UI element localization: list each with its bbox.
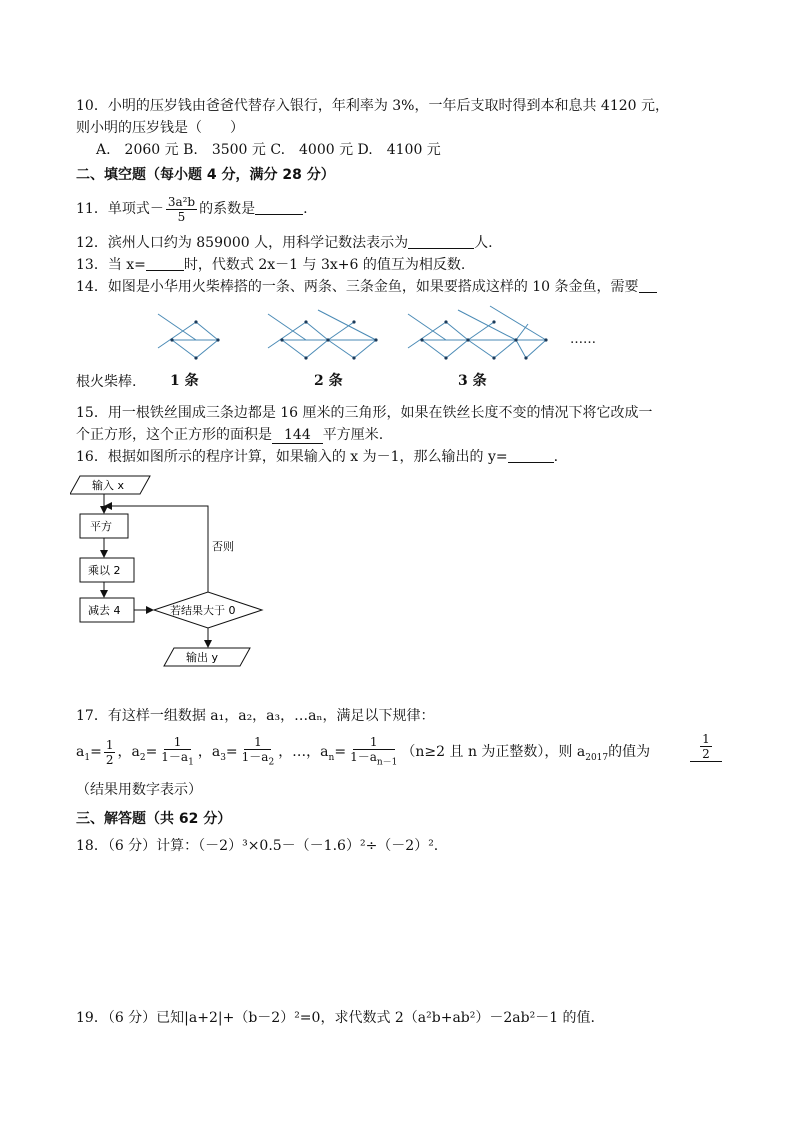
q12-text: 12．滨州人口约为 859000 人，用科学记数法表示为 [76, 235, 409, 251]
q17-cond-end: 的值为 [608, 744, 651, 760]
q15-line2-suffix: 平方厘米. [322, 427, 384, 443]
q17-answer [690, 732, 722, 762]
q17-cond: （n≥2 且 n 为正整数），则 a [401, 744, 586, 760]
fish-label-3: 3 条 [458, 373, 487, 389]
q16-flowchart [70, 470, 290, 675]
q11-frac-num: 3a²b [167, 194, 196, 209]
section2-heading: 二、填空题（每小题 4 分，满分 28 分） [76, 167, 335, 183]
q14-fish-figure [150, 300, 610, 370]
q15-line2 [76, 425, 383, 445]
flow-input-text: 输入 x [92, 479, 125, 492]
q12-answer-blank[interactable] [408, 234, 474, 249]
q17-note: （结果用数字表示） [76, 782, 202, 798]
q11-prefix: 11．单项式－ [76, 201, 164, 217]
fish-label-2: 2 条 [314, 373, 343, 389]
flow-step1-text: 平方 [90, 520, 112, 533]
q11-fraction [166, 195, 197, 224]
q14-tail: 根火柴棒. [76, 374, 137, 390]
fish-1 [158, 314, 218, 358]
q14 [76, 277, 657, 297]
q16-text: 16．根据如图所示的程序计算，如果输入的 x 为－1，那么输出的 y= [76, 449, 508, 465]
q15-answer: 144 [272, 427, 323, 444]
q11 [76, 193, 308, 225]
flow-step3-text: 减去 4 [88, 604, 121, 617]
q15-line2-prefix: 个正方形，这个正方形的面积是 [76, 427, 272, 443]
section3-heading: 三、解答题（共 62 分） [76, 811, 232, 827]
flow-decision-text: 若结果大于 0 [170, 604, 236, 617]
q17-line1: 17．有这样一组数据 a₁，a₂，a₃，…aₙ，满足以下规律： [76, 708, 435, 724]
q10-line2: 则小明的压岁钱是（ ） [76, 120, 244, 136]
q13-prefix: 13．当 x= [76, 257, 146, 273]
q11-suffix: 的系数是 [199, 201, 256, 217]
q14-text: 14．如图是小华用火柴棒搭的一条、两条、三条金鱼，如果要搭成这样的 10 条金鱼，需要 [76, 279, 639, 295]
q11-frac-den: 5 [177, 209, 186, 224]
q11-end: . [303, 201, 308, 217]
q12 [76, 233, 493, 253]
q17-answer-den: 2 [702, 747, 710, 761]
q15-line1: 15．用一根铁丝围成三条边都是 16 厘米的三角形，如果在铁丝长度不变的情况下将它改成一 [76, 405, 653, 421]
flow-no-label: 否则 [212, 540, 234, 553]
q17-sub2017: 2017 [585, 752, 609, 763]
q16-answer-blank[interactable] [508, 448, 554, 463]
q16-end: . [553, 449, 559, 465]
fish-2 [268, 310, 376, 358]
q11-answer-blank[interactable] [255, 200, 303, 215]
q16 [76, 447, 558, 467]
flow-output-text: 输出 y [186, 651, 219, 664]
q17-formula: $a_1=$ $\frac{1}{2}$ ，$a_2=$ $\frac{1}{1-a_1}$ ，$a_3=$ $\frac{1}{1-a_2}$ ，…，$a_n=$ $\frac{1}{1-a_{n-1}}$ （n≥2 且 n 为正整数），则 $a_{2017}$的值为 [76, 734, 651, 768]
q14-answer-blank[interactable] [639, 278, 657, 293]
q18-text: 18．（6 分）计算：（－2）³×0.5－（－1.6）²÷（－2）². [76, 838, 439, 854]
q12-end: 人. [474, 235, 493, 251]
q13-suffix: 时，代数式 2x－1 与 3x+6 的值互为相反数. [183, 257, 466, 273]
q10-options: A. 2060 元 B. 3500 元 C. 4000 元 D. 4100 元 [96, 142, 441, 158]
fish-label-1: 1 条 [170, 373, 199, 389]
q10-line1: 10．小明的压岁钱由爸爸代替存入银行，年利率为 3%，一年后支取时得到本和息共 4120 元， [76, 98, 670, 114]
q17-answer-num: 1 [702, 732, 710, 746]
fish-3 [408, 306, 546, 358]
q13-answer-blank[interactable] [146, 256, 184, 271]
q13 [76, 255, 465, 275]
flow-step2-text: 乘以 2 [88, 564, 121, 577]
q14-ellipsis: …… [570, 332, 596, 347]
q19-text: 19．（6 分）已知|a+2|+（b－2）²=0，求代数式 2（a²b+ab²）－2ab²－1 的值. [76, 1010, 596, 1026]
